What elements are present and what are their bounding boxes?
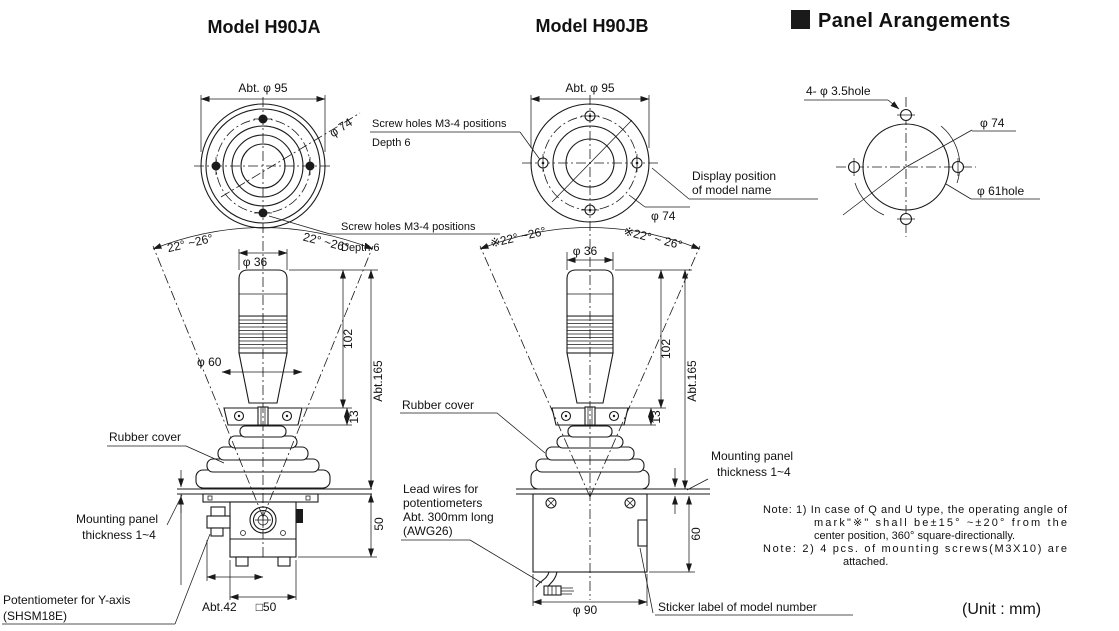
screw-hole-callout-upper: [370, 118, 541, 161]
mounting-panel-label-2: thickness 1~4: [82, 528, 156, 542]
dim-phi74-label: φ 74: [326, 115, 355, 141]
dim-phi36-label-jb: φ 36: [572, 244, 598, 258]
display-position-label-2: of model name: [692, 183, 772, 197]
title-model-h90ja: Model H90JA: [207, 17, 321, 37]
screw-holes-label-1: Screw holes M3-4 positions: [372, 118, 507, 130]
dim-square50-label: □50: [255, 600, 277, 614]
title-model-h90jb: Model H90JB: [535, 16, 649, 36]
h90ja-side-view: [2, 97, 386, 624]
panel-phi74-label: φ 74: [980, 116, 1005, 130]
headers: [207, 10, 1010, 37]
potentiometer-label-1: Potentiometer for Y-axis: [3, 593, 131, 607]
display-position-label-1: Display position: [692, 169, 777, 183]
unit-label: (Unit : mm): [962, 601, 1042, 618]
notes-block: [763, 504, 1068, 568]
tilt-angle-left-label-jb: ※22° ~26°: [488, 223, 548, 251]
dim-50-label: 50: [372, 517, 386, 531]
lead-wires-label-4: (AWG26): [403, 524, 453, 538]
section-marker-icon: [791, 10, 810, 29]
rubber-cover-label-jb: Rubber cover: [402, 398, 475, 412]
note-1-line-2: mark"※" shall be±15° ~±20° from the: [814, 517, 1067, 529]
tilt-angle-right-label-jb: ※22° ~ 26°: [622, 224, 684, 253]
model-sticker: [638, 520, 647, 546]
dim-60-label-jb: 60: [689, 527, 703, 541]
note-1-line-3: center position, 360° square-directionally.: [814, 530, 1016, 542]
dim-abt165-label-jb: Abt.165: [685, 360, 699, 402]
panel-arrangement-figure: [804, 84, 1040, 237]
dim-13-label-jb: 13: [649, 410, 663, 424]
note-2-line-1: Note: 2) 4 pcs. of mounting screws(M3X10) are: [763, 543, 1067, 555]
h90jb-side-view: [400, 95, 853, 617]
dim-13-label: 13: [347, 410, 361, 424]
dim-phi90-label-jb: φ 90: [572, 603, 598, 617]
h90ja-top-view: [194, 81, 360, 228]
dim-abt42-label: Abt.42: [202, 600, 237, 614]
potentiometer-label-2: (SHSM18E): [3, 609, 68, 623]
note-2-line-2: attached.: [843, 556, 889, 568]
note-1-line-1: Note: 1) In case of Q and U type, the operating angle of: [763, 504, 1067, 516]
lead-wires-label-1: Lead wires for: [403, 482, 479, 496]
hole-4-phi35-label: 4- φ 3.5hole: [806, 84, 871, 98]
dim-abt-phi95-label: Abt. φ 95: [238, 81, 288, 95]
mounting-panel-label-2-jb: thickness 1~4: [717, 465, 791, 479]
panel-phi61-label: φ 61hole: [977, 184, 1025, 198]
h90jb-top-view: [522, 81, 818, 223]
sticker-label: Sticker label of model number: [658, 600, 817, 614]
title-panel-arrangements: Panel Arangements: [818, 10, 1011, 32]
dim-abt-phi95-label-jb: Abt. φ 95: [565, 81, 615, 95]
tilt-angle-right-label: 22° ~26°: [301, 229, 351, 255]
screw-holes-label-2: Screw holes M3-4 positions: [341, 221, 476, 233]
dim-102-label: 102: [341, 328, 355, 350]
lead-wires-label-3: Abt. 300mm long: [403, 510, 494, 524]
y-axis-potentiometer: [207, 507, 230, 536]
mounting-panel-label-1: Mounting panel: [75, 512, 159, 526]
depth-label-1: Depth 6: [372, 137, 411, 149]
dim-phi60-label: φ 60: [197, 355, 222, 369]
lead-wire: [536, 572, 574, 595]
mounting-panel-label-1-jb: Mounting panel: [711, 449, 794, 463]
dim-102-label-jb: 102: [659, 338, 673, 360]
dim-abt165-label: Abt.165: [371, 360, 385, 402]
depth-label-2: Depth 6: [341, 242, 380, 254]
lead-wires-label-2: potentiometers: [403, 496, 483, 510]
tilt-angle-left-label: 22° ~26°: [165, 231, 215, 256]
rubber-cover-label: Rubber cover: [109, 430, 182, 444]
dim-phi36-label: φ 36: [242, 255, 268, 269]
dim-phi74-label-jb: φ 74: [651, 209, 676, 223]
